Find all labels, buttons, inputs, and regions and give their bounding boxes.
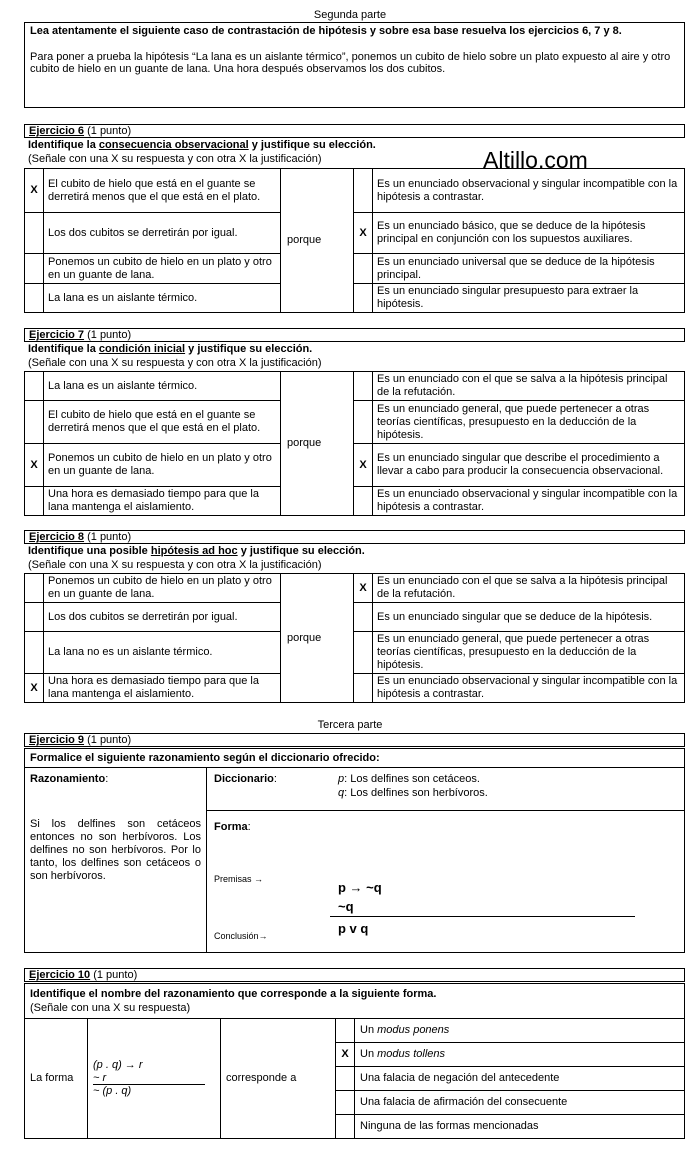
diccionario-label: Diccionario:: [214, 773, 277, 785]
answer-option[interactable]: La lana no es un aislante térmico.: [44, 632, 281, 674]
justification-option[interactable]: Es un enunciado general, que puede pertenecer a otras teorías científicas, presupuesto en la deducción de la hipótesis.: [373, 632, 685, 674]
answer-mark[interactable]: [25, 372, 44, 401]
ex7-instruction: Identifique la condición inicial y justifique su elección.: [28, 343, 313, 355]
conclusion-label: Conclusión→: [214, 931, 268, 941]
ex8-instruction: Identifique una posible hipótesis ad hoc y justifique su elección.: [28, 545, 365, 557]
answer-option[interactable]: Los dos cubitos se derretirán por igual.: [44, 603, 281, 632]
option-mark[interactable]: [336, 1115, 355, 1139]
justification-option[interactable]: Es un enunciado singular presupuesto para extraer la hipótesis.: [373, 284, 685, 313]
justification-option[interactable]: Es un enunciado universal que se deduce de la hipótesis principal.: [373, 254, 685, 284]
ex10-subinstruction: (Señale con una X su respuesta): [30, 1002, 191, 1014]
answer-mark[interactable]: [25, 487, 44, 516]
ex6-table: [24, 168, 685, 313]
ex10-table: [24, 1018, 685, 1139]
justification-mark[interactable]: [354, 254, 373, 284]
answer-mark[interactable]: [25, 574, 44, 603]
justification-option[interactable]: Es un enunciado singular que se deduce de la hipótesis.: [373, 603, 685, 632]
option-mark[interactable]: [336, 1091, 355, 1115]
ex7-subinstruction: (Señale con una X su respuesta y con otra X la justificación): [28, 357, 322, 369]
ex10-header: Ejercicio 10 (1 punto): [24, 968, 685, 982]
razonamiento-label: Razonamiento:: [30, 773, 109, 785]
ex9-divider: [25, 767, 684, 768]
form-line-1: (p . q) → r: [93, 1059, 143, 1072]
form-line-2: ~ r: [93, 1071, 107, 1084]
answer-option[interactable]: Una hora es demasiado tiempo para que la lana mantenga el aislamiento.: [44, 674, 281, 703]
porque-label: porque: [281, 372, 354, 516]
ex7-table: [24, 371, 685, 516]
answer-option[interactable]: Ponemos un cubito de hielo en un plato y otro en un guante de lana.: [44, 254, 281, 284]
premise-2: ~q: [338, 899, 354, 914]
justification-mark[interactable]: [354, 632, 373, 674]
intro-box: [24, 22, 685, 108]
justification-option[interactable]: Es un enunciado con el que se salva a la hipótesis principal de la refutación.: [373, 372, 685, 401]
forma-divider: [206, 810, 684, 811]
razonamiento-text: Si los delfines son cetáceos entonces no son herbívoros. Los delfines no son herbívoros. Por lo tanto, los delfines son cetáceos o son herbívoros.: [30, 818, 201, 882]
ex9-box: [24, 748, 685, 953]
corresponde-cell: corresponde a: [221, 1019, 336, 1139]
premise-1: p → ~q: [338, 880, 382, 895]
option-mark[interactable]: [336, 1019, 355, 1043]
answer-option[interactable]: Los dos cubitos se derretirán por igual.: [44, 213, 281, 254]
option-afirmacion-consecuente[interactable]: Una falacia de afirmación del consecuente: [355, 1091, 685, 1115]
answer-mark[interactable]: X: [25, 444, 44, 487]
option-ninguna[interactable]: Ninguna de las formas mencionadas: [355, 1115, 685, 1139]
ex6-instruction: Identifique la consecuencia observacional y justifique su elección.: [28, 139, 376, 151]
ex10-instruction: Identifique el nombre del razonamiento que corresponde a la siguiente forma.: [30, 988, 437, 1000]
answer-mark[interactable]: [25, 284, 44, 313]
justification-option[interactable]: Es un enunciado observacional y singular incompatible con la hipótesis a contrastar.: [373, 674, 685, 703]
answer-mark[interactable]: [25, 213, 44, 254]
justification-mark[interactable]: [354, 372, 373, 401]
dict-q: q: Los delfines son herbívoros.: [338, 787, 488, 799]
conclusion-line: [330, 916, 635, 917]
answer-mark[interactable]: [25, 254, 44, 284]
part2-title: Segunda parte: [313, 9, 387, 21]
ex9-col-divider: [206, 767, 207, 953]
ex9-header: Ejercicio 9 (1 punto): [24, 733, 685, 747]
answer-mark[interactable]: X: [25, 169, 44, 213]
ex9-instruction: Formalice el siguiente razonamiento según el diccionario ofrecido:: [30, 752, 380, 764]
justification-option[interactable]: Es un enunciado básico, que se deduce de la hipótesis principal en conjunción con los supuestos auxiliares.: [373, 213, 685, 254]
justification-option[interactable]: Es un enunciado singular que describe el procedimiento a llevar a cabo para producir la consecuencia observacional.: [373, 444, 685, 487]
option-modus-tollens[interactable]: Un modus tollens: [355, 1043, 685, 1067]
justification-option[interactable]: Es un enunciado observacional y singular incompatible con la hipótesis a contrastar.: [373, 487, 685, 516]
ex7-header: Ejercicio 7 (1 punto): [24, 328, 685, 342]
justification-mark[interactable]: [354, 487, 373, 516]
justification-option[interactable]: Es un enunciado general, que puede pertenecer a otras teorías científicas, presupuesto en la deducción de la hipótesis.: [373, 401, 685, 444]
answer-option[interactable]: Ponemos un cubito de hielo en un plato y otro en un guante de lana.: [44, 574, 281, 603]
justification-mark[interactable]: X: [354, 444, 373, 487]
justification-mark[interactable]: X: [354, 213, 373, 254]
conclusion: p v q: [338, 921, 369, 936]
answer-mark[interactable]: [25, 401, 44, 444]
forma-label: Forma:: [214, 821, 251, 833]
answer-option[interactable]: El cubito de hielo que está en el guante se derretirá menos que el que está en el plato.: [44, 401, 281, 444]
justification-mark[interactable]: [354, 284, 373, 313]
justification-option[interactable]: Es un enunciado observacional y singular incompatible con la hipótesis a contrastar.: [373, 169, 685, 213]
ex8-subinstruction: (Señale con una X su respuesta y con otra X la justificación): [28, 559, 322, 571]
watermark: Altillo.com: [483, 147, 588, 173]
answer-mark[interactable]: X: [25, 674, 44, 703]
intro-instruction: Lea atentamente el siguiente caso de contrastación de hipótesis y sobre esa base resuelva los ejercicios 6, 7 y 8.: [30, 25, 622, 37]
justification-mark[interactable]: [354, 169, 373, 213]
forma-cell: [88, 1019, 221, 1139]
porque-label: porque: [281, 169, 354, 313]
justification-option[interactable]: Es un enunciado con el que se salva a la hipótesis principal de la refutación.: [373, 574, 685, 603]
answer-option[interactable]: El cubito de hielo que está en el guante se derretirá menos que el que está en el plato.: [44, 169, 281, 213]
answer-mark[interactable]: [25, 603, 44, 632]
dict-p: p: Los delfines son cetáceos.: [338, 773, 480, 785]
porque-label: porque: [281, 574, 354, 703]
justification-mark[interactable]: [354, 603, 373, 632]
justification-mark[interactable]: [354, 401, 373, 444]
answer-option[interactable]: Una hora es demasiado tiempo para que la lana mantenga el aislamiento.: [44, 487, 281, 516]
ex6-subinstruction: (Señale con una X su respuesta y con otra X la justificación): [28, 153, 322, 165]
answer-option[interactable]: La lana es un aislante térmico.: [44, 372, 281, 401]
justification-mark[interactable]: X: [354, 574, 373, 603]
ex8-table: [24, 573, 685, 703]
option-mark[interactable]: X: [336, 1043, 355, 1067]
option-negacion-antecedente[interactable]: Una falacia de negación del antecedente: [355, 1067, 685, 1091]
ex8-header: Ejercicio 8 (1 punto): [24, 530, 685, 544]
ex6-header: Ejercicio 6 (1 punto): [24, 124, 685, 138]
premisas-label: Premisas →: [214, 874, 264, 884]
answer-option[interactable]: Ponemos un cubito de hielo en un plato y otro en un guante de lana.: [44, 444, 281, 487]
la-forma-cell: La forma: [25, 1019, 88, 1139]
part3-title: Tercera parte: [317, 719, 383, 731]
option-mark[interactable]: [336, 1067, 355, 1091]
intro-text: Para poner a prueba la hipótesis “La lana es un aislante térmico”, ponemos un cubito de hielo sobre un plato expuesto al aire y otro cubito de hielo en un guante de lana. Una hora después observamos los dos cubitos.: [30, 50, 671, 76]
ex10-box: [24, 983, 685, 1139]
answer-option[interactable]: La lana es un aislante térmico.: [44, 284, 281, 313]
answer-mark[interactable]: [25, 632, 44, 674]
justification-mark[interactable]: [354, 674, 373, 703]
form-line-3: ~ (p . q): [93, 1084, 205, 1098]
option-modus-ponens[interactable]: Un modus ponens: [355, 1019, 685, 1043]
